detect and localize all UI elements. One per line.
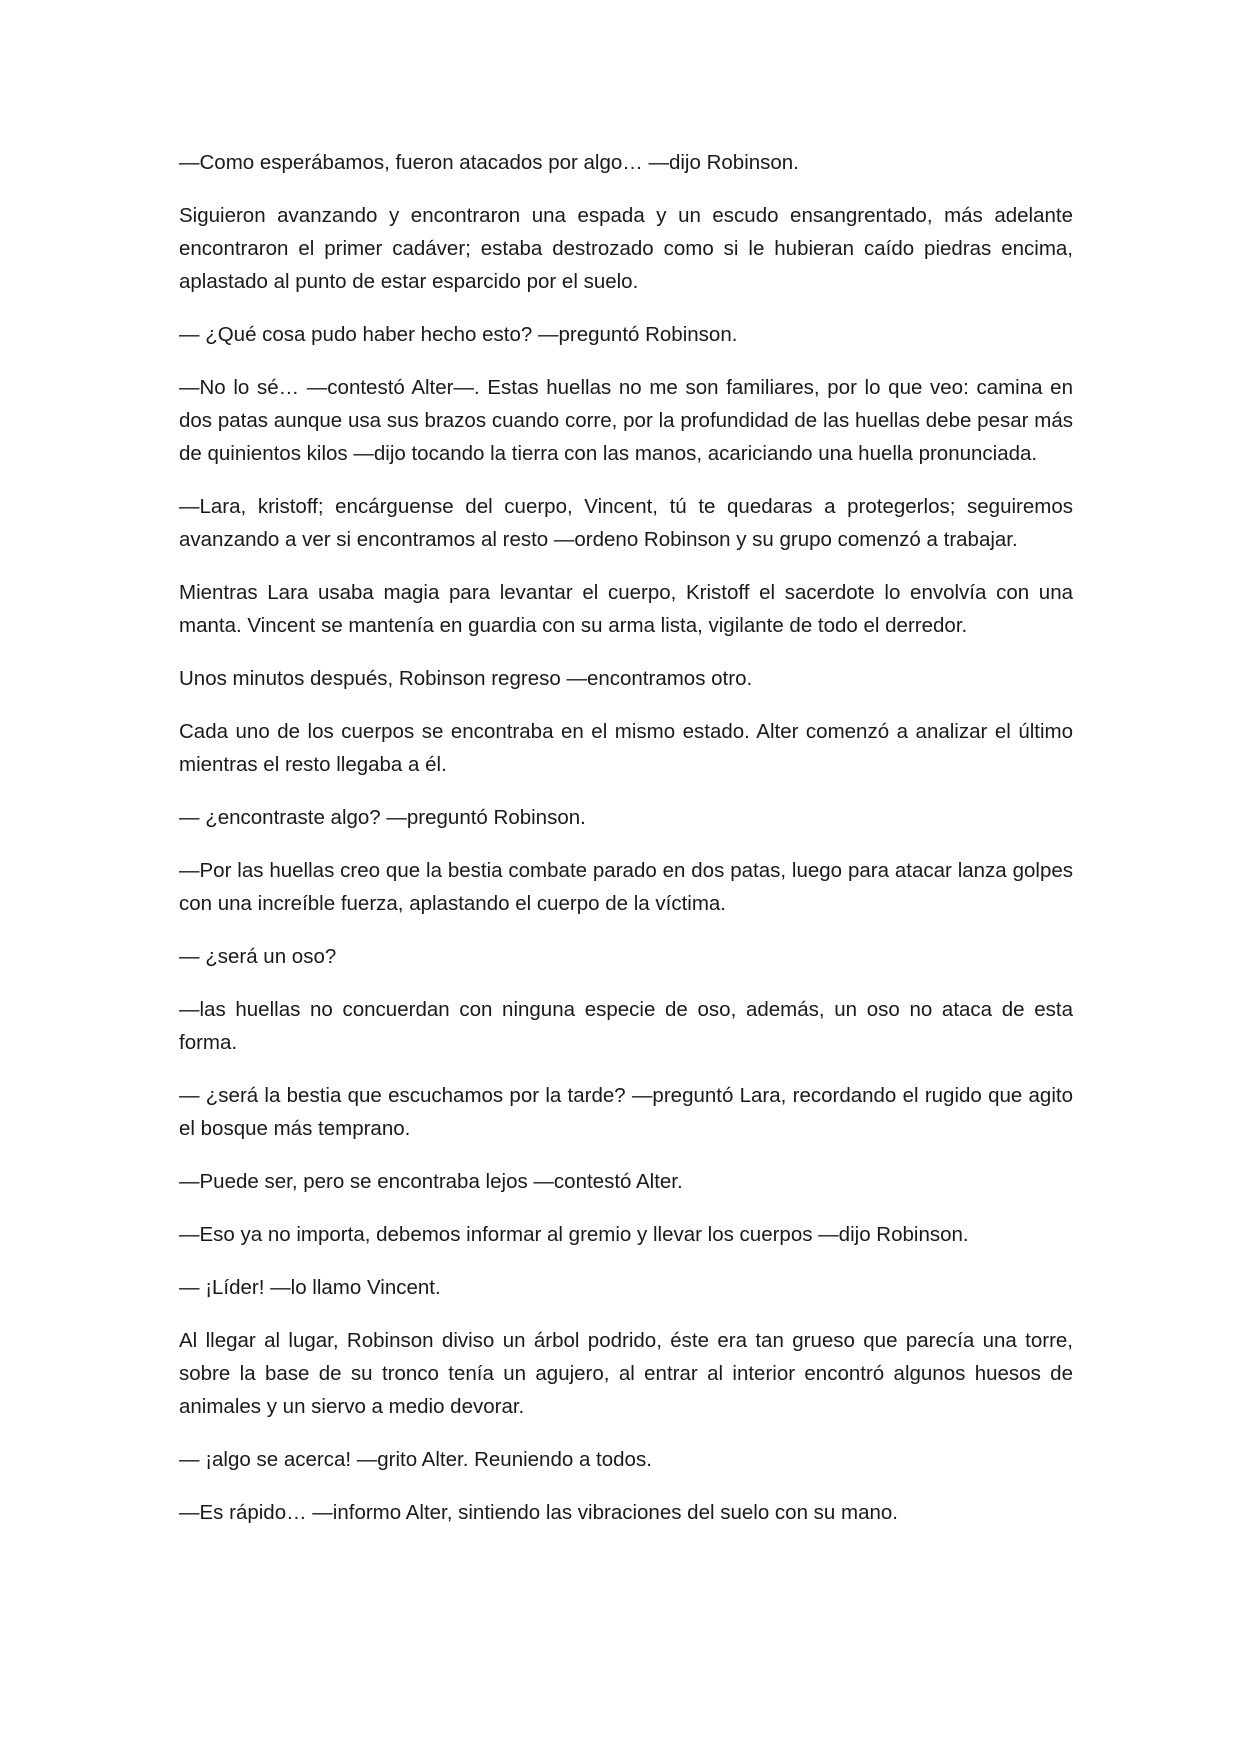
- paragraph: Cada uno de los cuerpos se encontraba en el mismo estado. Alter comenzó a analizar el último mientras el resto llegaba a él.: [179, 720, 1073, 776]
- paragraph: — ¡algo se acerca! —grito Alter. Reuniendo a todos.: [179, 1448, 652, 1471]
- paragraph: —Es rápido… —informo Alter, sintiendo las vibraciones del suelo con su mano.: [179, 1501, 899, 1524]
- paragraph: — ¿encontraste algo? —preguntó Robinson.: [179, 806, 586, 829]
- paragraph: — ¿será la bestia que escuchamos por la tarde? —preguntó Lara, recordando el rugido que agito el bosque más temprano.: [179, 1084, 1073, 1140]
- paragraph: Unos minutos después, Robinson regreso —encontramos otro.: [179, 667, 753, 690]
- paragraph: —Puede ser, pero se encontraba lejos —contestó Alter.: [179, 1170, 683, 1193]
- paragraph: —Eso ya no importa, debemos informar al gremio y llevar los cuerpos —dijo Robinson.: [179, 1223, 969, 1246]
- paragraph: Al llegar al lugar, Robinson diviso un árbol podrido, éste era tan grueso que parecía una torre, sobre la base de su tronco tenía un agujero, al entrar al interior encontró algunos huesos de animales y un siervo a medio devorar.: [179, 1329, 1073, 1418]
- paragraph: —Lara, kristoff; encárguense del cuerpo, Vincent, tú te quedaras a protegerlos; seguiremos avanzando a ver si encontramos al resto —ordeno Robinson y su grupo comenzó a trabajar.: [179, 495, 1073, 551]
- paragraph: — ¡Líder! —lo llamo Vincent.: [179, 1276, 441, 1299]
- paragraph: —las huellas no concuerdan con ninguna especie de oso, además, un oso no ataca de esta forma.: [179, 998, 1073, 1054]
- body-text: [179, 146, 1073, 1549]
- paragraph: —Como esperábamos, fueron atacados por algo… —dijo Robinson.: [179, 151, 799, 174]
- paragraph: —No lo sé… —contestó Alter—. Estas huellas no me son familiares, por lo que veo: camina en dos patas aunque usa sus brazos cuando corre, por la profundidad de las huellas debe pesar más de quinientos kilos —dijo tocando la tierra con las manos, acariciando una huella pronunciada.: [179, 376, 1073, 465]
- paragraph: — ¿será un oso?: [179, 945, 337, 968]
- paragraph: Siguieron avanzando y encontraron una espada y un escudo ensangrentado, más adelante encontraron el primer cadáver; estaba destrozado como si le hubieran caído piedras encima, aplastado al punto de estar esparcido por el suelo.: [179, 204, 1073, 293]
- paragraph: —Por las huellas creo que la bestia combate parado en dos patas, luego para atacar lanza golpes con una increíble fuerza, aplastando el cuerpo de la víctima.: [179, 859, 1073, 915]
- paragraph: — ¿Qué cosa pudo haber hecho esto? —preguntó Robinson.: [179, 323, 738, 346]
- paragraph: Mientras Lara usaba magia para levantar el cuerpo, Kristoff el sacerdote lo envolvía con una manta. Vincent se mantenía en guardia con su arma lista, vigilante de todo el derredor.: [179, 581, 1073, 637]
